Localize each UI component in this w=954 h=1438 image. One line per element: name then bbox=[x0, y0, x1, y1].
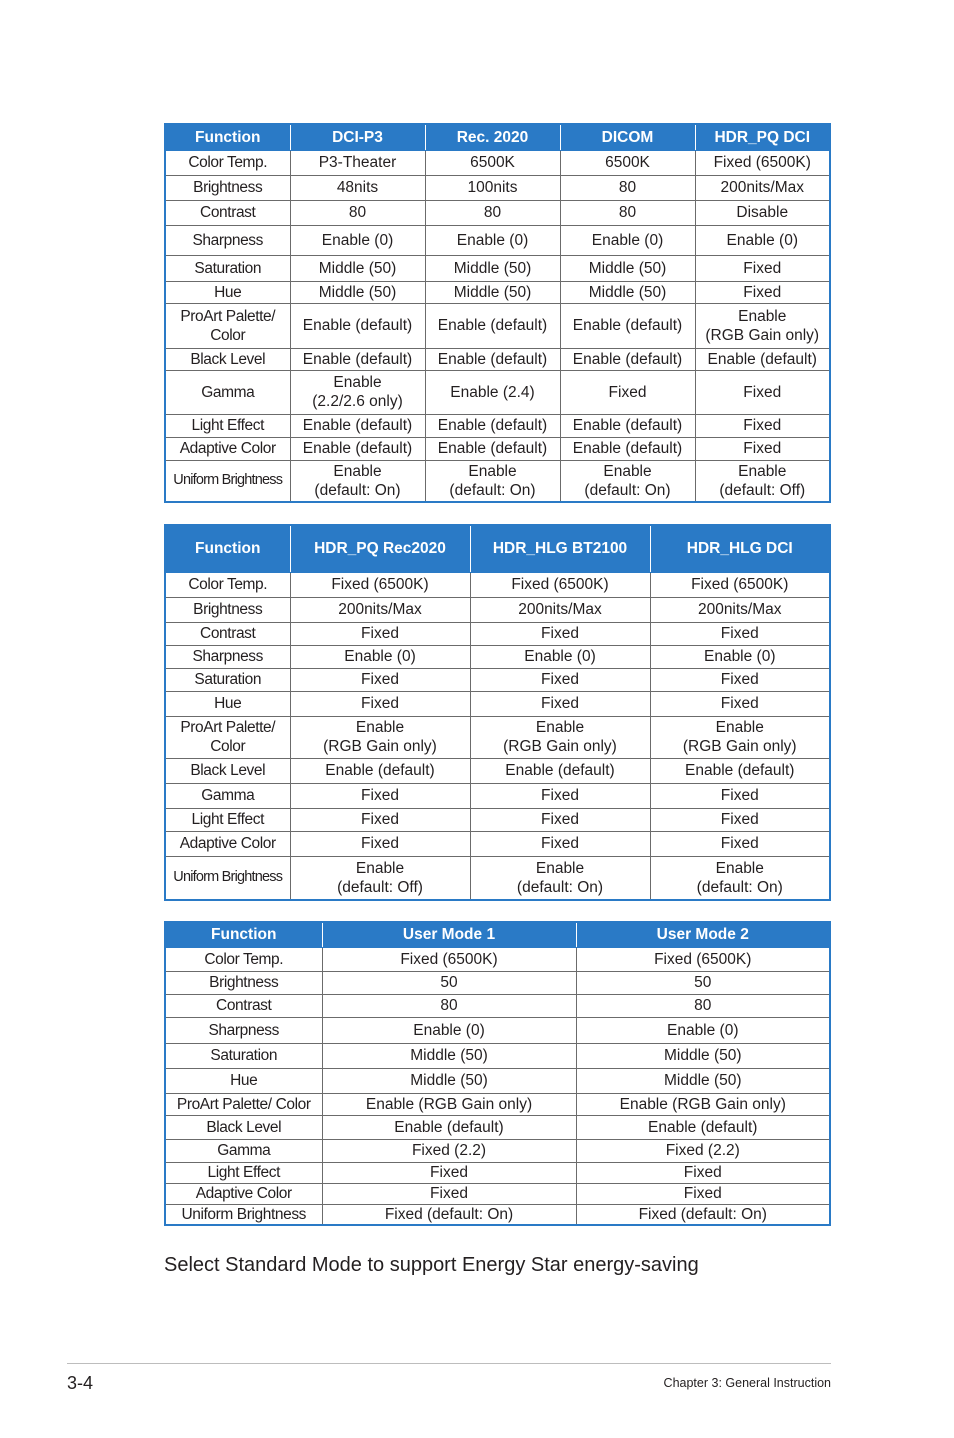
table-row bbox=[165, 783, 830, 808]
value-cell: Enable (default: On) bbox=[650, 856, 830, 900]
value-cell: Fixed (6500K) bbox=[470, 572, 650, 597]
value-cell: 200nits/Max bbox=[290, 597, 470, 622]
table-row bbox=[165, 1093, 830, 1115]
footer-divider bbox=[67, 1363, 831, 1364]
value-cell: Enable (RGB Gain only) bbox=[576, 1093, 830, 1115]
value-cell: Middle (50) bbox=[322, 1043, 576, 1068]
table-row bbox=[165, 716, 830, 758]
value-cell: Middle (50) bbox=[560, 255, 695, 281]
value-cell: Enable (default) bbox=[290, 758, 470, 783]
table-row bbox=[165, 622, 830, 645]
table-row bbox=[165, 947, 830, 971]
value-cell: 200nits/Max bbox=[650, 597, 830, 622]
function-cell: Contrast bbox=[165, 622, 290, 645]
value-cell: Middle (50) bbox=[322, 1068, 576, 1093]
value-cell: Fixed bbox=[650, 783, 830, 808]
value-cell: Enable (0) bbox=[560, 225, 695, 255]
table-row bbox=[165, 437, 830, 460]
value-cell: Enable (RGB Gain only) bbox=[290, 716, 470, 758]
value-cell: Enable (default) bbox=[290, 414, 425, 437]
value-cell: Enable (default) bbox=[560, 348, 695, 370]
value-cell: Fixed bbox=[650, 622, 830, 645]
table-row bbox=[165, 348, 830, 370]
table-row bbox=[165, 200, 830, 225]
value-cell: Enable (default) bbox=[290, 303, 425, 348]
table-header-row bbox=[165, 525, 830, 572]
value-cell: Middle (50) bbox=[290, 255, 425, 281]
function-cell: ProArt Palette/ Color bbox=[165, 716, 290, 758]
value-cell: Fixed bbox=[650, 668, 830, 691]
table-row bbox=[165, 225, 830, 255]
value-cell: Fixed (2.2) bbox=[576, 1139, 830, 1162]
value-cell: Fixed bbox=[470, 783, 650, 808]
value-cell: Fixed (6500K) bbox=[290, 572, 470, 597]
value-cell: 200nits/Max bbox=[470, 597, 650, 622]
function-cell: Uniform Brightness bbox=[165, 1204, 322, 1225]
header-cell: HDR_HLG DCI bbox=[650, 525, 830, 572]
header-cell: User Mode 2 bbox=[576, 922, 830, 947]
value-cell: Fixed (6500K) bbox=[576, 947, 830, 971]
function-cell: Black Level bbox=[165, 1115, 322, 1139]
value-cell: Fixed bbox=[470, 808, 650, 831]
function-cell: Uniform Brightness bbox=[165, 460, 290, 502]
value-cell: Fixed bbox=[695, 437, 830, 460]
value-cell: Fixed bbox=[470, 831, 650, 856]
table-row bbox=[165, 758, 830, 783]
value-cell: Fixed bbox=[470, 622, 650, 645]
value-cell: Fixed bbox=[322, 1183, 576, 1204]
value-cell: Enable (0) bbox=[695, 225, 830, 255]
value-cell: Enable (0) bbox=[425, 225, 560, 255]
table-row bbox=[165, 572, 830, 597]
function-cell: Adaptive Color bbox=[165, 831, 290, 856]
value-cell: 200nits/Max bbox=[695, 175, 830, 200]
function-cell: Uniform Brightness bbox=[165, 856, 290, 900]
value-cell: Fixed bbox=[290, 808, 470, 831]
value-cell: Enable (default) bbox=[560, 303, 695, 348]
value-cell: Enable (default: Off) bbox=[290, 856, 470, 900]
value-cell: Enable (default) bbox=[560, 437, 695, 460]
value-cell: Enable (default) bbox=[650, 758, 830, 783]
page-number: 3-4 bbox=[67, 1373, 94, 1393]
value-cell: Fixed bbox=[290, 668, 470, 691]
value-cell: 80 bbox=[576, 994, 830, 1017]
table-row bbox=[165, 668, 830, 691]
value-cell: Enable (default) bbox=[695, 348, 830, 370]
value-cell: Enable (default) bbox=[470, 758, 650, 783]
value-cell: 80 bbox=[560, 175, 695, 200]
value-cell: Fixed bbox=[650, 831, 830, 856]
function-cell: Sharpness bbox=[165, 645, 290, 668]
header-cell: User Mode 1 bbox=[322, 922, 576, 947]
value-cell: Enable (default) bbox=[322, 1115, 576, 1139]
function-cell: Brightness bbox=[165, 597, 290, 622]
value-cell: Fixed bbox=[470, 691, 650, 716]
function-cell: Contrast bbox=[165, 994, 322, 1017]
function-cell: Light Effect bbox=[165, 1162, 322, 1183]
function-cell: Brightness bbox=[165, 971, 322, 994]
value-cell: Enable (RGB Gain only) bbox=[322, 1093, 576, 1115]
mode-table-2 bbox=[164, 524, 831, 901]
header-cell: DCI-P3 bbox=[290, 124, 425, 150]
value-cell: Enable (default) bbox=[425, 348, 560, 370]
value-cell: 6500K bbox=[560, 150, 695, 175]
value-cell: Fixed bbox=[290, 691, 470, 716]
value-cell: 80 bbox=[322, 994, 576, 1017]
function-cell: Brightness bbox=[165, 175, 290, 200]
value-cell: Enable (0) bbox=[322, 1017, 576, 1043]
header-cell: Function bbox=[165, 922, 322, 947]
value-cell: Enable (0) bbox=[576, 1017, 830, 1043]
value-cell: Middle (50) bbox=[425, 255, 560, 281]
value-cell: 50 bbox=[322, 971, 576, 994]
table-row bbox=[165, 691, 830, 716]
value-cell: 80 bbox=[560, 200, 695, 225]
value-cell: 50 bbox=[576, 971, 830, 994]
table-row bbox=[165, 597, 830, 622]
table-row bbox=[165, 856, 830, 900]
header-cell: Function bbox=[165, 124, 290, 150]
value-cell: Enable (default: Off) bbox=[695, 460, 830, 502]
mode-table-3 bbox=[164, 921, 831, 1226]
function-cell: Light Effect bbox=[165, 414, 290, 437]
table-row bbox=[165, 1017, 830, 1043]
value-cell: Fixed (default: On) bbox=[322, 1204, 576, 1225]
function-cell: Gamma bbox=[165, 783, 290, 808]
function-cell: Gamma bbox=[165, 370, 290, 414]
value-cell: Fixed bbox=[695, 414, 830, 437]
table-row bbox=[165, 460, 830, 502]
table-row bbox=[165, 1183, 830, 1204]
value-cell: 80 bbox=[290, 200, 425, 225]
value-cell: Fixed (2.2) bbox=[322, 1139, 576, 1162]
value-cell: 6500K bbox=[425, 150, 560, 175]
function-cell: Saturation bbox=[165, 1043, 322, 1068]
value-cell: Enable (default: On) bbox=[290, 460, 425, 502]
table-row bbox=[165, 150, 830, 175]
header-cell: Function bbox=[165, 525, 290, 572]
table-row bbox=[165, 255, 830, 281]
value-cell: Fixed bbox=[695, 281, 830, 303]
value-cell: Enable (default) bbox=[290, 437, 425, 460]
header-cell: DICOM bbox=[560, 124, 695, 150]
value-cell: Fixed bbox=[290, 783, 470, 808]
value-cell: Fixed bbox=[650, 691, 830, 716]
table-row bbox=[165, 303, 830, 348]
value-cell: Enable (2.4) bbox=[425, 370, 560, 414]
header-cell: HDR_HLG BT2100 bbox=[470, 525, 650, 572]
table-row bbox=[165, 645, 830, 668]
value-cell: Middle (50) bbox=[576, 1068, 830, 1093]
function-cell: Sharpness bbox=[165, 1017, 322, 1043]
table-row bbox=[165, 175, 830, 200]
function-cell: Gamma bbox=[165, 1139, 322, 1162]
value-cell: Fixed bbox=[650, 808, 830, 831]
table-row bbox=[165, 1115, 830, 1139]
header-cell: HDR_PQ DCI bbox=[695, 124, 830, 150]
value-cell: Middle (50) bbox=[560, 281, 695, 303]
table-header-row bbox=[165, 922, 830, 947]
function-cell: Saturation bbox=[165, 255, 290, 281]
header-cell: HDR_PQ Rec2020 bbox=[290, 525, 470, 572]
table-row bbox=[165, 1139, 830, 1162]
value-cell: Enable (0) bbox=[290, 645, 470, 668]
function-cell: Saturation bbox=[165, 668, 290, 691]
value-cell: Enable (default) bbox=[576, 1115, 830, 1139]
value-cell: Disable bbox=[695, 200, 830, 225]
value-cell: Enable (0) bbox=[290, 225, 425, 255]
function-cell: ProArt Palette/ Color bbox=[165, 1093, 322, 1115]
value-cell: Enable (RGB Gain only) bbox=[470, 716, 650, 758]
function-cell: Hue bbox=[165, 691, 290, 716]
function-cell: Black Level bbox=[165, 348, 290, 370]
value-cell: Enable (2.2/2.6 only) bbox=[290, 370, 425, 414]
value-cell: Fixed (6500K) bbox=[322, 947, 576, 971]
table-row bbox=[165, 1043, 830, 1068]
value-cell: Enable (default: On) bbox=[425, 460, 560, 502]
value-cell: Enable (RGB Gain only) bbox=[650, 716, 830, 758]
value-cell: Enable (0) bbox=[470, 645, 650, 668]
value-cell: Fixed (6500K) bbox=[695, 150, 830, 175]
table-row bbox=[165, 808, 830, 831]
energy-star-note: Select Standard Mode to support Energy Star energy-saving bbox=[164, 1254, 699, 1276]
function-cell: Adaptive Color bbox=[165, 1183, 322, 1204]
function-cell: Adaptive Color bbox=[165, 437, 290, 460]
table-header-row bbox=[165, 124, 830, 150]
function-cell: Color Temp. bbox=[165, 572, 290, 597]
value-cell: Fixed bbox=[695, 370, 830, 414]
value-cell: Middle (50) bbox=[425, 281, 560, 303]
chapter-title: Chapter 3: General Instruction bbox=[663, 1376, 831, 1390]
function-cell: Light Effect bbox=[165, 808, 290, 831]
table-row bbox=[165, 971, 830, 994]
header-cell: Rec. 2020 bbox=[425, 124, 560, 150]
table-row bbox=[165, 1162, 830, 1183]
mode-table-1 bbox=[164, 123, 831, 503]
value-cell: Fixed (6500K) bbox=[650, 572, 830, 597]
value-cell: Fixed bbox=[576, 1162, 830, 1183]
value-cell: Fixed bbox=[576, 1183, 830, 1204]
value-cell: Enable (default) bbox=[425, 303, 560, 348]
value-cell: Enable (default) bbox=[425, 414, 560, 437]
table-row bbox=[165, 414, 830, 437]
function-cell: Color Temp. bbox=[165, 150, 290, 175]
value-cell: Enable (default: On) bbox=[560, 460, 695, 502]
table-row bbox=[165, 831, 830, 856]
table-row bbox=[165, 370, 830, 414]
table-row bbox=[165, 1068, 830, 1093]
table-row bbox=[165, 1204, 830, 1225]
value-cell: Middle (50) bbox=[290, 281, 425, 303]
function-cell: Contrast bbox=[165, 200, 290, 225]
value-cell: 48nits bbox=[290, 175, 425, 200]
value-cell: Fixed bbox=[695, 255, 830, 281]
value-cell: 80 bbox=[425, 200, 560, 225]
value-cell: Enable (default) bbox=[290, 348, 425, 370]
value-cell: Fixed bbox=[290, 831, 470, 856]
value-cell: 100nits bbox=[425, 175, 560, 200]
function-cell: Hue bbox=[165, 1068, 322, 1093]
value-cell: Fixed bbox=[560, 370, 695, 414]
function-cell: Sharpness bbox=[165, 225, 290, 255]
value-cell: Enable (RGB Gain only) bbox=[695, 303, 830, 348]
value-cell: Enable (0) bbox=[650, 645, 830, 668]
value-cell: Enable (default) bbox=[425, 437, 560, 460]
value-cell: Middle (50) bbox=[576, 1043, 830, 1068]
function-cell: Color Temp. bbox=[165, 947, 322, 971]
table-row bbox=[165, 994, 830, 1017]
function-cell: ProArt Palette/ Color bbox=[165, 303, 290, 348]
value-cell: Fixed (default: On) bbox=[576, 1204, 830, 1225]
value-cell: Fixed bbox=[290, 622, 470, 645]
value-cell: Enable (default) bbox=[560, 414, 695, 437]
value-cell: Fixed bbox=[322, 1162, 576, 1183]
table-row bbox=[165, 281, 830, 303]
value-cell: Enable (default: On) bbox=[470, 856, 650, 900]
value-cell: P3-Theater bbox=[290, 150, 425, 175]
function-cell: Hue bbox=[165, 281, 290, 303]
value-cell: Fixed bbox=[470, 668, 650, 691]
function-cell: Black Level bbox=[165, 758, 290, 783]
